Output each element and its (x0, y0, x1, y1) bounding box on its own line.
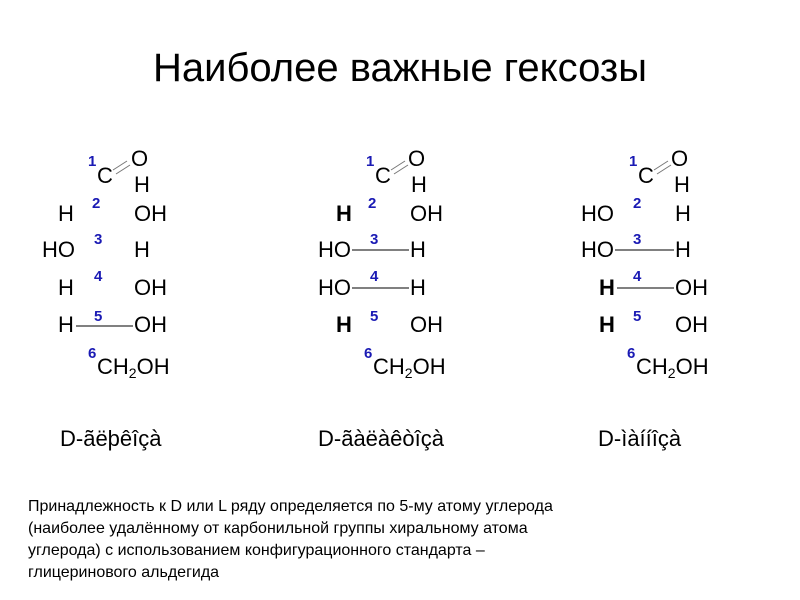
group-ch2oh: CH2OH (636, 354, 709, 381)
group-ch2oh: CH2OH (97, 354, 170, 381)
left-group-c4: HO (318, 275, 351, 300)
carbon-number-1: 1 (88, 153, 97, 170)
left-group-c3: HO (42, 237, 75, 262)
molecule-glucose (42, 146, 170, 451)
atom-oxygen: O (671, 146, 689, 171)
right-group-c4: H (410, 275, 426, 300)
atom-carbon: C (97, 163, 113, 188)
carbon-number-1: 1 (629, 153, 638, 170)
carbon-number-2: 2 (633, 195, 642, 212)
carbon-number-5: 5 (633, 308, 642, 325)
atom-carbon: C (638, 163, 654, 188)
caption-line: Принадлежность к D или L ряду определяется по 5-му атому углерода (28, 498, 553, 515)
carbon-number-5: 5 (370, 308, 379, 325)
slide-title: Наиболее важные гексозы (153, 46, 647, 90)
carbon-number-6: 6 (627, 345, 636, 362)
molecule-name: D-ãàëàêòîçà (318, 426, 444, 451)
right-group-c3: H (134, 237, 150, 262)
atom-hydrogen: H (411, 172, 427, 197)
right-group-c5: OH (134, 312, 167, 337)
right-group-c5: OH (675, 312, 708, 337)
atom-carbon: C (375, 163, 391, 188)
carbon-number-6: 6 (88, 345, 97, 362)
right-group-c4: OH (134, 275, 167, 300)
explanation-caption (28, 496, 668, 584)
carbon-number-4: 4 (633, 268, 642, 285)
left-group-c3: HO (581, 237, 614, 262)
left-group-c3: HO (318, 237, 351, 262)
left-group-c2: H (336, 201, 352, 226)
right-group-c3: H (675, 237, 691, 262)
left-group-c4: H (58, 275, 74, 300)
carbon-number-5: 5 (94, 308, 103, 325)
molecule-galactose (318, 146, 446, 451)
right-group-c2: H (675, 201, 691, 226)
carbon-number-6: 6 (364, 345, 373, 362)
carbon-number-2: 2 (368, 195, 377, 212)
carbon-number-2: 2 (92, 195, 101, 212)
molecule-name: D-ìàííîçà (598, 426, 682, 451)
right-group-c4: OH (675, 275, 708, 300)
molecule-mannose (581, 146, 709, 451)
carbon-number-4: 4 (370, 268, 379, 285)
left-group-c5: H (599, 312, 615, 337)
atom-oxygen: O (408, 146, 426, 171)
atom-hydrogen: H (674, 172, 690, 197)
right-group-c3: H (410, 237, 426, 262)
left-group-c5: H (336, 312, 352, 337)
caption-line: глицеринового альдегида (28, 564, 220, 581)
left-group-c2: HO (581, 201, 614, 226)
caption-line: углерода) с использованием конфигурационного стандарта – (28, 542, 485, 559)
left-group-c2: H (58, 201, 74, 226)
carbon-number-4: 4 (94, 268, 103, 285)
carbon-number-3: 3 (370, 231, 379, 248)
caption-line: (наиболее удалённому от карбонильной группы хиральному атома (28, 520, 528, 537)
carbon-number-1: 1 (366, 153, 375, 170)
right-group-c2: OH (134, 201, 167, 226)
right-group-c5: OH (410, 312, 443, 337)
right-group-c2: OH (410, 201, 443, 226)
carbon-number-3: 3 (633, 231, 642, 248)
left-group-c4: H (599, 275, 615, 300)
atom-oxygen: O (131, 146, 149, 171)
group-ch2oh: CH2OH (373, 354, 446, 381)
atom-hydrogen: H (134, 172, 150, 197)
left-group-c5: H (58, 312, 74, 337)
carbon-number-3: 3 (94, 231, 103, 248)
molecule-name: D-ãëþêîçà (60, 426, 162, 451)
